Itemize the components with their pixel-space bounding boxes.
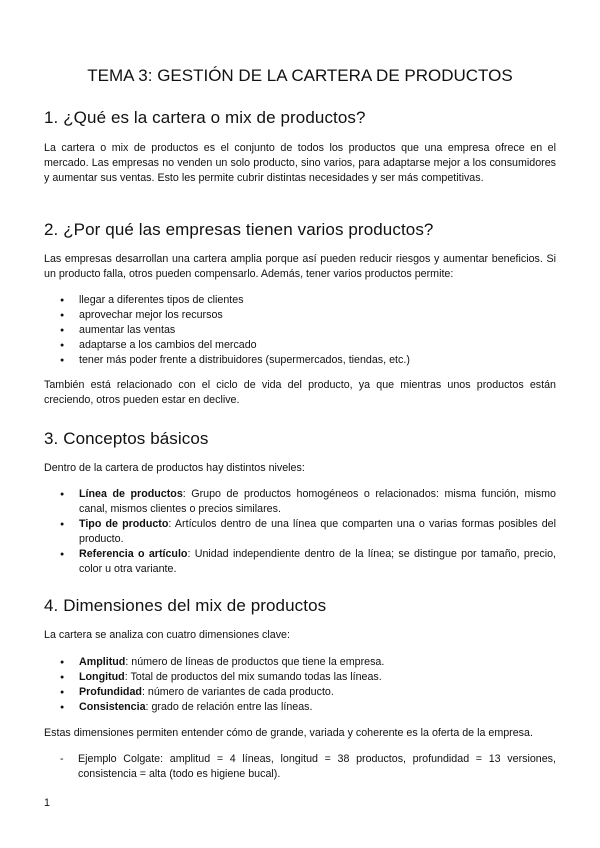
section-2-paragraph-1: Las empresas desarrollan una cartera amplia porque así pueden reducir riesgos y aumentar beneficios. Si un producto falla, otros pueden compensarlo. Además, tener varios productos permite: <box>44 253 556 280</box>
list-item: ● aprovechar mejor los recursos <box>60 308 556 323</box>
list-item: - Ejemplo Colgate: amplitud = 4 líneas, longitud = 38 productos, profundidad = 13 versiones, consistencia = alta (todo es higiene bucal). <box>60 752 556 782</box>
section-2-paragraph-2: También está relacionado con el ciclo de vida del producto, ya que mientras unos productos están creciendo, otros pueden estar en declive. <box>44 379 556 406</box>
dimension-definition: : número de variantes de cada producto. <box>141 686 334 698</box>
section-3-intro: Dentro de la cartera de productos hay distintos niveles: <box>44 462 305 474</box>
list-item <box>60 700 556 715</box>
list-item <box>60 547 556 577</box>
dimension-term: Profundidad <box>79 686 142 698</box>
dimension-term: Longitud <box>79 671 125 683</box>
list-item <box>60 517 556 547</box>
section-1-heading: 1. ¿Qué es la cartera o mix de productos? <box>44 108 366 127</box>
concept-definition: : Unidad independiente dentro de la línea; se distingue por tamaño, precio, color u otra variante. <box>79 548 556 575</box>
list-item <box>60 487 556 517</box>
section-3-heading: 3. Conceptos básicos <box>44 429 209 448</box>
dimension-definition: : grado de relación entre las líneas. <box>145 701 313 713</box>
list-item: ● tener más poder frente a distribuidores (supermercados, tiendas, etc.) <box>60 353 556 368</box>
section-2-bullet-list <box>60 293 556 368</box>
section-4-heading: 4. Dimensiones del mix de productos <box>44 596 327 615</box>
dimension-term: Consistencia <box>79 701 146 713</box>
concept-term: Tipo de producto <box>79 518 169 530</box>
dimension-definition: : número de líneas de productos que tiene la empresa. <box>125 656 385 668</box>
list-item <box>60 685 556 700</box>
list-item <box>60 655 556 670</box>
dimension-term: Amplitud <box>79 656 126 668</box>
section-2-heading: 2. ¿Por qué las empresas tienen varios productos? <box>44 220 434 239</box>
concept-definition: : Artículos dentro de una línea que comparten una o varias formas posibles del producto. <box>79 518 556 545</box>
section-3-concept-list <box>60 487 556 577</box>
list-item: ● adaptarse a los cambios del mercado <box>60 338 556 353</box>
concept-definition: : Grupo de productos homogéneos o relacionados: misma función, mismo canal, mismos clientes o precios similares. <box>79 488 556 515</box>
page-number: 1 <box>44 797 50 809</box>
section-4-paragraph: Estas dimensiones permiten entender cómo de grande, variada y coherente es la oferta de la empresa. <box>44 727 533 739</box>
document-title: TEMA 3: GESTIÓN DE LA CARTERA DE PRODUCTOS <box>87 66 513 85</box>
list-item: ● aumentar las ventas <box>60 323 556 338</box>
concept-term: Línea de productos <box>79 488 183 500</box>
section-4-example-list <box>60 752 556 782</box>
list-item <box>60 670 556 685</box>
section-4-dimension-list <box>60 655 556 715</box>
concept-term: Referencia o artículo <box>79 548 188 560</box>
section-1-paragraph: La cartera o mix de productos es el conjunto de todos los productos que una empresa ofrece en el mercado. Las empresas no venden un solo producto, sino varios, para adaptarse mejor a los consumidores y aumentar sus ventas. Esto les permite cubrir distintas necesidades y ser más competitivas. <box>44 142 556 184</box>
list-item: ● llegar a diferentes tipos de clientes <box>60 293 556 308</box>
dimension-definition: : Total de productos del mix sumando todas las líneas. <box>124 671 382 683</box>
section-4-intro: La cartera se analiza con cuatro dimensiones clave: <box>44 629 290 641</box>
